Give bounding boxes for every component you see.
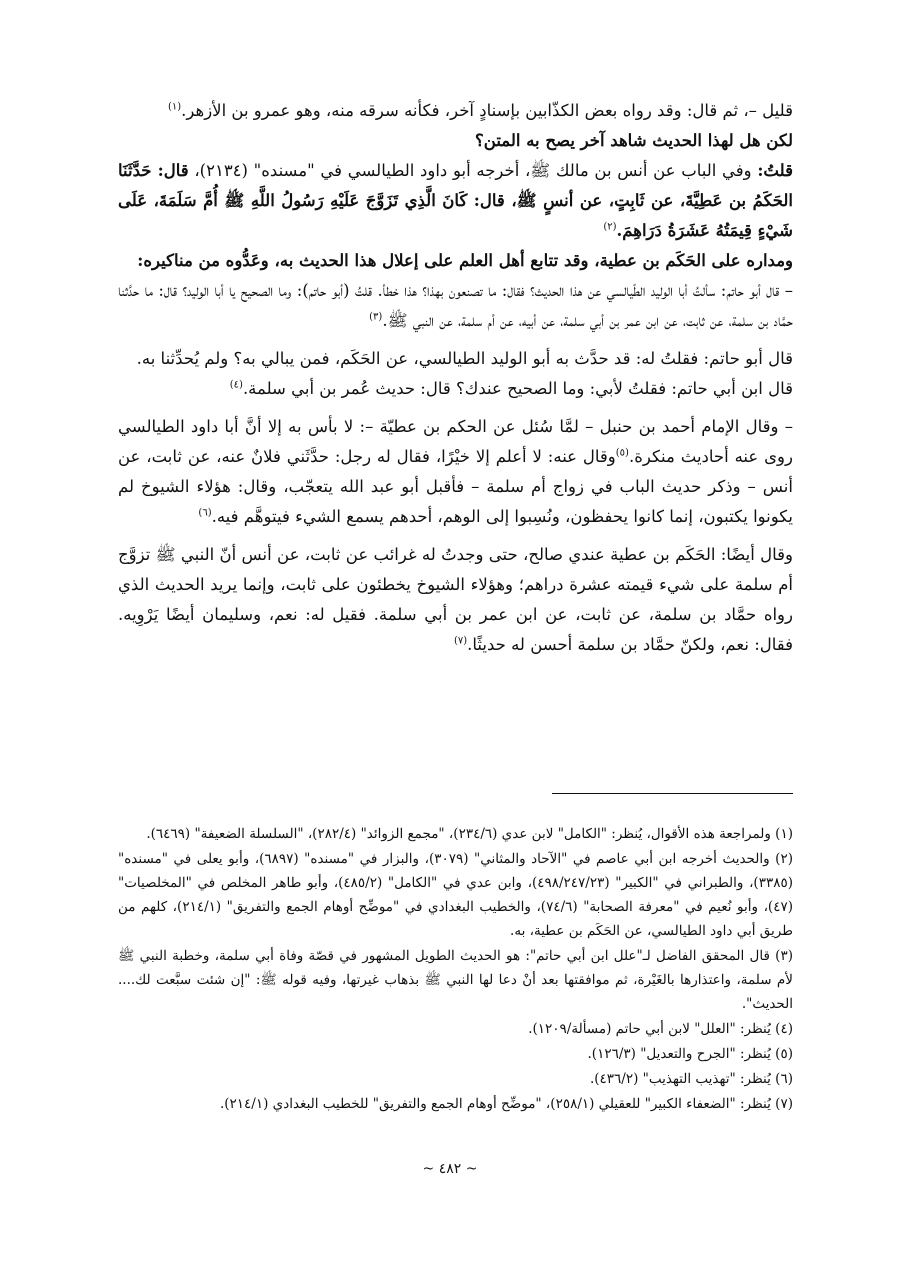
paragraph-7: [118, 374, 793, 404]
paragraph-5: [118, 276, 793, 336]
footnote-ref-2: (٢): [603, 221, 617, 233]
section-heading: لكن هل لهذا الحديث شاهد آخر يصح به المتن؟: [475, 131, 793, 150]
paragraph-6: قال أبو حاتم: فقلتُ له: قد حدَّث به أبو الوليد الطيالسي، عن الحَكَم، فمن يبالي به؟ ولم يُحدِّثنا به.: [136, 349, 793, 368]
paragraph-9: [118, 540, 793, 660]
qultu-lead: قلتُ:: [757, 161, 793, 180]
footnote-separator: [552, 793, 793, 794]
main-text: [118, 96, 793, 660]
footnote-ref-5: (٥): [615, 447, 629, 459]
footnote-ref-7: (٧): [453, 635, 468, 647]
footnote-ref-4: (٤): [229, 379, 243, 391]
footnote-3: (٣) قال المحقق الفاضل لـ"علل ابن أبي حاتم": هو الحديث الطويل المشهور في قصّة وفاة أبي سلمة، وخطبة النبي ﷺ لأم سلمة، واعتذارها بالغَيْرة، ثم موافقتها بعد أنْ دعا لها النبي ﷺ بذهاب غيرتها، وفيه قوله ﷺ: "إن شئت سبَّعت لك.... الحديث".: [118, 948, 793, 1012]
paragraph-8-text-a: – وقال الإمام أحمد بن حنبل – لمَّا سُئل عن الحكم بن عطيّة –: لا بأس به إلا أنَّ أبا داود الطيالسي روى عنه أحاديث منكرة.: [118, 417, 793, 466]
footnote-ref-3: (٣): [369, 311, 383, 323]
page-number: ~ ٤٨٢ ~: [422, 1161, 478, 1177]
footnote-ref-6: (٦): [198, 507, 212, 519]
footnote-7: (٧) يُنظر: "الضعفاء الكبير" للعقيلي (٢٥٨/١)، "موضِّح أوهام الجمع والتفريق" للخطيب البغدادي (٢١٤/١).: [219, 1096, 793, 1112]
footnote-ref-1: (١): [167, 101, 182, 113]
paragraph-7-text: قال ابن أبي حاتم: فقلتُ لأبي: وما الصحيح عندك؟ قال: حديث عُمر بن أبي سلمة.: [242, 379, 793, 398]
hadith-text: قال: حَدَّثَنَا الحَكَمُ بن عَطِيَّةَ، عن ثَابِتٍ، عن أنسٍ ﷺ، قال: كَانَ الَّذِي تَزَوَّجَ عَلَيْهِ رَسُولُ اللَّهِ ﷺ أُمَّ سَلَمَةَ، عَلَى شَيْءٍ قِيمَتُهُ عَشَرَةُ دَرَاهِمَ.: [118, 161, 793, 240]
footnote-5: (٥) يُنظر: "الجرح والتعديل" (١٢٦/٣).: [587, 1046, 793, 1062]
footnote-2: (٢) والحديث أخرجه ابن أبي عاصم في "الآحاد والمثاني" (٣٠٧٩)، والبزار في "مسنده" (٦٨٩٧)، وأبو يعلى في "مسنده" (٣٣٨٥)، والطبراني في "الكبير" (٤٩٨/٢٤٧/٢٣)، وابن عدي في "الكامل" (٤٨٥/٢)، وأبو طاهر المخلص في "المخلصيات" (٤٧)، وأبو نُعيم في "معرفة الصحابة" (٧٤/٦)، والخطيب البغدادي في "موضِّح أوهام الجمع والتفريق" (٢١٤/١)، كلهم من طريق أبي داود الطيالسي، عن الحَكَم بن عطية، به.: [118, 851, 793, 939]
paragraph-1-text: قليل –، ثم قال: وقد رواه بعض الكذّابين بإسنادٍ آخر، فكأنه سرقه منه، وهو عمرو بن الأزهر.: [181, 101, 793, 120]
footnote-4: (٤) يُنظر: "العلل" لابن أبي حاتم (مسألة/١٢٠٩).: [528, 1021, 793, 1037]
paragraph-1: [118, 96, 793, 126]
paragraph-9-text: وقال أيضًا: الحَكَم بن عطية عندي صالح، حتى وجدتُ له غرائب عن ثابت، عن أنس أنّ النبي ﷺ تزوَّج أم سلمة على شيء قيمته عشرة دراهم؛ وهؤلاء الشيوخ يخطئون على ثابت، وإنما يريد الحديث الذي رواه حمَّاد بن سلمة، عن ثابت، عن ابن عمر بن أبي سلمة. فقيل له: نعم، وسليمان أيضًا يَرْوِيه. فقال: نعم، ولكنّ حمَّاد بن سلمة أحسن له حديثًا.: [118, 545, 793, 654]
footnotes: [118, 822, 793, 1116]
paragraph-8: [118, 412, 793, 532]
paragraph-3: [118, 156, 793, 246]
footnote-6: (٦) يُنظر: "تهذيب التهذيب" (٤٣٦/٢).: [589, 1071, 793, 1087]
footnote-1: (١) ولمراجعة هذه الأقوال، يُنظر: "الكامل" لابن عدي (٢٣٤/٦)، "مجمع الزوائد" (٢٨٢/٤)، "السلسلة الضعيفة" (٦٤٦٩).: [146, 826, 793, 842]
paragraph-8-text-b: وقال عنه: لا أعلم إلا خيْرًا، فقال له رجل: حدَّثَني فلانٌ عنه، عن ثابت، عن أنس – وذكر حديث الباب في زواج أم سلمة – فأقبل أبو عبد الله يتعجّب، وقال: هؤلاء الشيوخ لم يكونوا يكتبون، إنما كانوا يحفظون، ونُسِبوا إلى الوهم، أحدهم يسمع الشيء فيتوهَّم فيه.: [118, 447, 793, 526]
paragraph-5-text: – قال أبو حاتم: سألتُ أبا الوليد الطّيالسي عن هذا الحديث؟ فقال: ما تصنعون بهذا؟ هذا خطأ. قلتُ (أبو حاتم): وما الصحيح يا أبا الوليد؟ قال: ما حدَّثنا حمَّاد بن سلمة، عن ثابت، عن ابن عمر بن أبي سلمة، عن أبيه، عن أم سلمة، عن النبي ﷺ.: [118, 281, 793, 330]
paragraph-3-text: وفي الباب عن أنس بن مالك ﷺ، أخرجه أبو داود الطيالسي في "مسنده" (٢١٣٤)،: [188, 161, 758, 180]
paragraph-4: ومداره على الحَكَم بن عطية، وقد تتابع أهل العلم على إعلال هذا الحديث به، وعَدُّوه من مناكيره:: [137, 251, 793, 270]
